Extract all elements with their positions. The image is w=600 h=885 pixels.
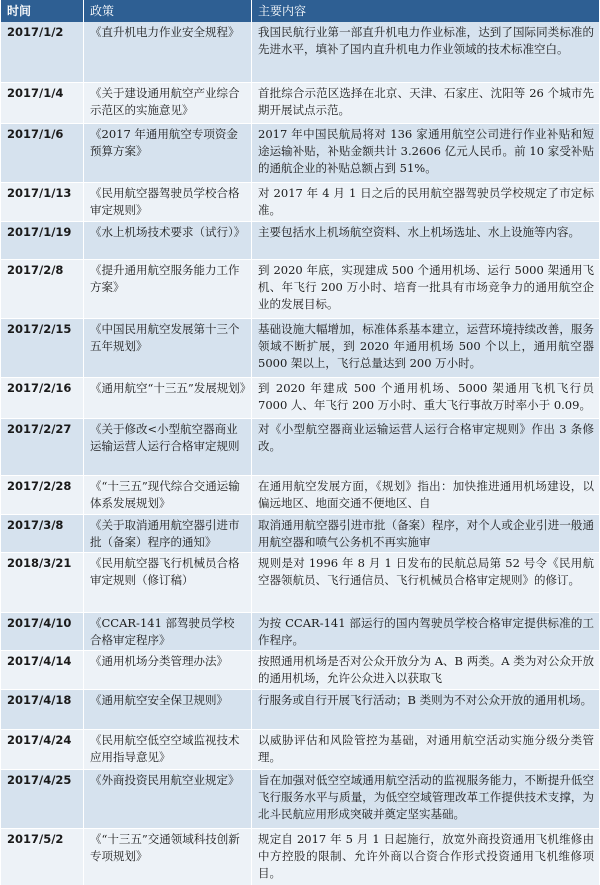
content-cell: 规则是对 1996 年 8 月 1 日发布的民航总局第 52 号令《民用航空器领航员、飞行通信员、飞行机械员合格审定规则》的修订。 [251,553,599,612]
table-header [1,0,599,22]
date-cell: 2017/2/27 [1,419,83,475]
table-row [1,729,599,769]
table-row [1,82,599,123]
policy-cell: 《外商投资民用航空业规定》 [83,770,251,828]
content-cell: 对 2017 年 4 月 1 日之后的民用航空器驾驶员学校规定了市定标准。 [251,183,599,221]
policy-cell: 《民用航空低空空域监视技术应用指导意见》 [83,730,251,769]
content-cell: 首批综合示范区选择在北京、天津、石家庄、沈阳等 26 个城市先期开展试点示范。 [251,83,599,123]
date-cell: 2017/1/2 [1,22,83,82]
content-cell: 到 2020 年底，实现建成 500 个通用机场、运行 5000 架通用飞机、年飞行 200 万小时、培育一批具有市场竞争力的通用航空企业的发展目标。 [251,260,599,318]
policy-cell: 《关于修改<小型航空器商业运输运营人运行合格审定规则 [83,419,251,475]
content-cell: 基础设施大幅增加，标准体系基本建立，运营环境持续改善，服务领域不断扩展，到 2020 年通用机场 500 个以上，通用航空器 5000 架以上，飞行总量达到 200 万小时。 [251,319,599,377]
date-cell: 2017/2/16 [1,378,83,418]
date-cell: 2017/4/10 [1,613,83,650]
table-row [1,612,599,650]
date-cell: 2018/3/21 [1,553,83,612]
policy-cell: 《通用机场分类管理办法》 [83,651,251,689]
table-row [1,182,599,221]
date-cell: 2017/3/8 [1,515,83,552]
policy-cell: 《“十三五”交通领域科技创新专项规划》 [83,829,251,885]
content-cell: 在通用航空发展方面，《规划》指出：加快推进通用机场建设，以偏远地区、地面交通不便地区、自 [251,476,599,514]
policy-cell: 《直升机电力作业安全规程》 [83,22,251,82]
policy-cell: 《CCAR-141 部驾驶员学校合格审定程序》 [83,613,251,650]
policy-cell: 《提升通用航空服务能力工作方案》 [83,260,251,318]
content-cell: 以威胁评估和风险管控为基础，对通用航空活动实施分级分类管理。 [251,730,599,769]
table-row [1,769,599,828]
date-cell: 2017/2/8 [1,260,83,318]
date-cell: 2017/2/28 [1,476,83,514]
date-cell: 2017/1/13 [1,183,83,221]
content-cell: 主要包括水上机场航空资料、水上机场选址、水上设施等内容。 [251,222,599,259]
table-row [1,514,599,552]
table-row [1,377,599,418]
content-cell: 为按 CCAR-141 部运行的国内驾驶员学校合格审定提供标准的工作程序。 [251,613,599,650]
table-row [1,650,599,689]
content-cell: 旨在加强对低空空域通用航空活动的监视服务能力，不断提升低空飞行服务水平与质量，为低空空域管理改革工作提供技术支撑，为北斗民航应用形成突破并奠定坚实基础。 [251,770,599,828]
header-policy: 政策 [83,0,251,22]
table-row [1,123,599,182]
policy-table [1,0,599,885]
policy-cell: 《通用航空安全保卫规则》 [83,690,251,729]
policy-cell: 《关于取消通用航空器引进市批（备案）程序的通知》 [83,515,251,552]
date-cell: 2017/4/25 [1,770,83,828]
policy-cell: 《水上机场技术要求（试行）》 [83,222,251,259]
content-cell: 按照通用机场是否对公众开放分为 A、B 两类。A 类为对公众开放的通用机场，允许公众进入以获取飞 [251,651,599,689]
table-row [1,475,599,514]
table-row [1,318,599,377]
content-cell: 2017 年中国民航局将对 136 家通用航空公司进行作业补贴和短途运输补贴，补贴金额共计 3.2606 亿元人民币。前 10 家受补贴的通航企业的补贴总额占到 51%。 [251,124,599,182]
content-cell: 取消通用航空器引进市批（备案）程序，对个人或企业引进一般通用航空器和喷气公务机不再实施审 [251,515,599,552]
table-body [1,22,599,885]
policy-cell: 《中国民用航空发展第十三个五年规划》 [83,319,251,377]
date-cell: 2017/5/2 [1,829,83,885]
date-cell: 2017/1/6 [1,124,83,182]
policy-cell: 《2017 年通用航空专项资金预算方案》 [83,124,251,182]
date-cell: 2017/4/14 [1,651,83,689]
policy-cell: 《民用航空器飞行机械员合格审定规则（修订稿） [83,553,251,612]
table-row [1,828,599,885]
table-row [1,221,599,259]
header-time: 时间 [7,4,32,18]
table-row [1,689,599,729]
content-cell: 规定自 2017 年 5 月 1 日起施行，放宽外商投资通用飞机维修由中方控股的限制、允许外商以合资合作形式投资通用飞机维修项目。 [251,829,599,885]
policy-cell: 《民用航空器驾驶员学校合格审定规则》 [83,183,251,221]
header-content: 主要内容 [251,0,599,22]
table-row [1,259,599,318]
content-cell: 我国民航行业第一部直升机电力作业标准，达到了国际同类标准的先进水平，填补了国内直升机电力作业领域的技术标准空白。 [251,22,599,82]
table-row [1,418,599,475]
policy-cell: 《“十三五”现代综合交通运输体系发展规划》 [83,476,251,514]
content-cell: 到 2020 年建成 500 个通用机场、5000 架通用飞机飞行员 7000 人、年飞行 200 万小时、重大飞行事故万时率小于 0.09。 [251,378,599,418]
date-cell: 2017/4/18 [1,690,83,729]
policy-cell: 《通用航空“十三五”发展规划》 [83,378,251,418]
table-row [1,22,599,82]
policy-cell: 《关于建设通用航空产业综合示范区的实施意见》 [83,83,251,123]
content-cell: 对《小型航空器商业运输运营人运行合格审定规则》作出 3 条修改。 [251,419,599,475]
date-cell: 2017/1/4 [1,83,83,123]
date-cell: 2017/1/19 [1,222,83,259]
table-row [1,552,599,612]
date-cell: 2017/4/24 [1,730,83,769]
date-cell: 2017/2/15 [1,319,83,377]
content-cell: 行服务或自行开展飞行活动；B 类则为不对公众开放的通用机场。 [251,690,599,729]
